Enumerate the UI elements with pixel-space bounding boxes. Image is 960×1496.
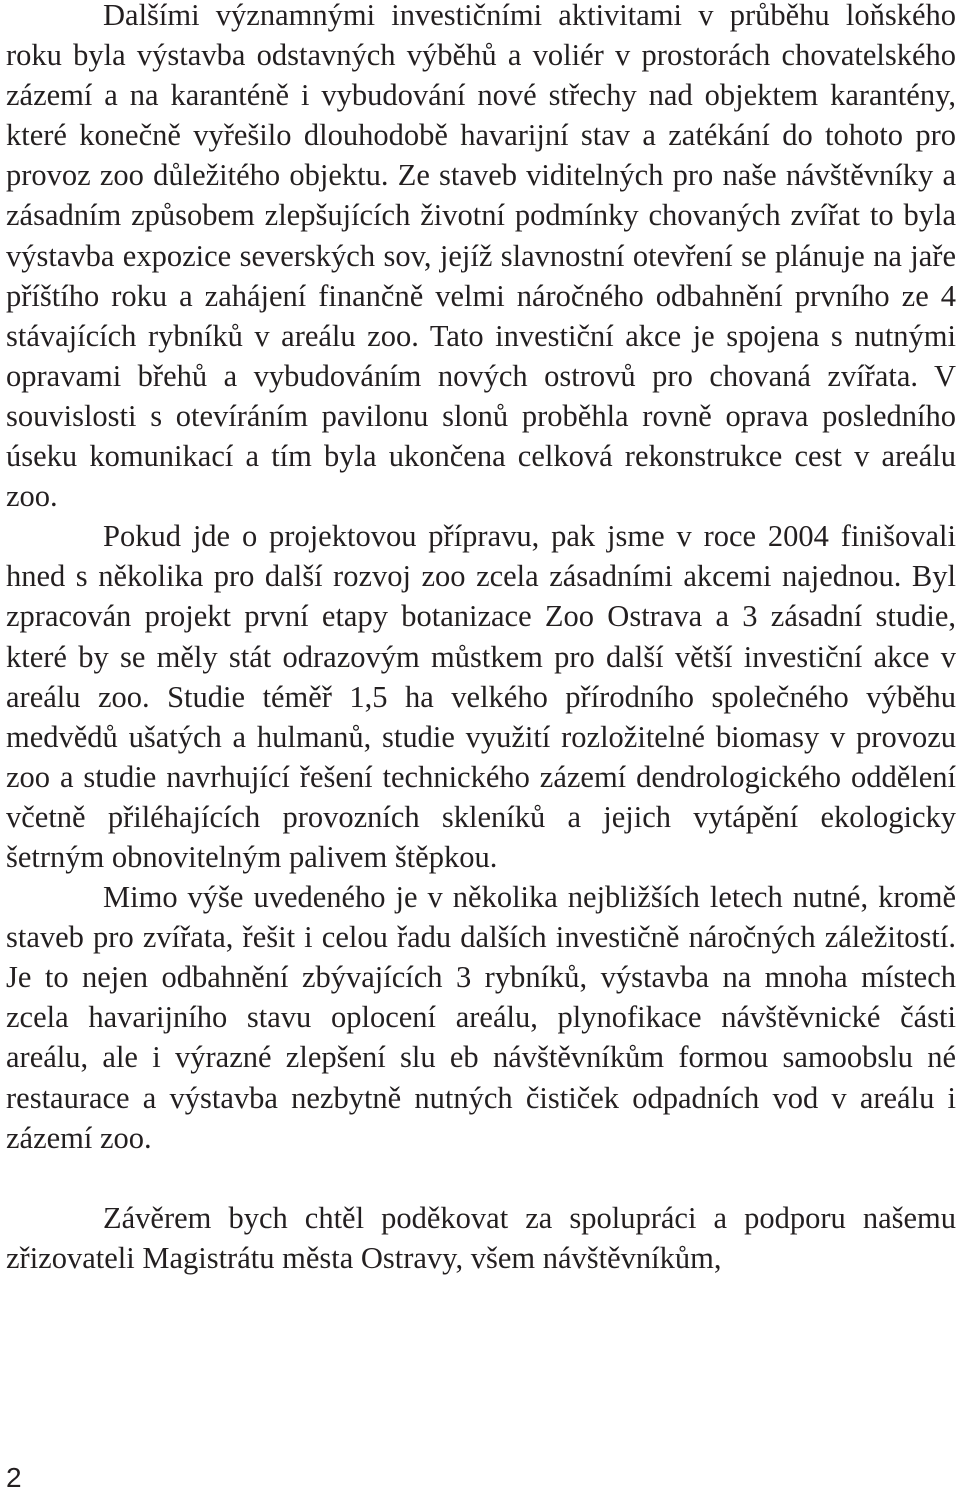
paragraph-project-preparation: Pokud jde o projektovou přípravu, pak jsme v roce 2004 finišovali hned s několika pro další rozvoj zoo zcela zásadními akcemi najednou. Byl zpracován projekt první etapy botanizace Zoo Ostrava a 3 zásadní studie, které by se měly stát odrazovým můstkem pro další větší investiční akce v areálu zoo. Studie téměř 1,5 ha velkého přírodního společného výběhu medvědů ušatých a hulmanů, studie využití rozložitelné biomasy v provozu zoo a studie navrhující řešení technického zázemí dendrologického oddělení včetně přiléhajících provozních skleníků a jejich vytápění ekologicky šetrným obnovitelným palivem štěpkou. bbox=[6, 519, 956, 874]
document-page bbox=[6, 0, 956, 1278]
paragraph-acknowledgements: Závěrem bych chtěl poděkovat za spolupráci a podporu našemu zřizovateli Magistrátu města Ostravy, všem návštěvníkům, bbox=[6, 1200, 956, 1275]
paragraph-future-plans: Mimo výše uvedeného je v několika nejbližších letech nutné, kromě staveb pro zvířata, řešit i celou řadu dalších investičně náročných záležitostí. Je to nejen odbahnění zbývajících 3 rybníků, výstavba na mnoha místech zcela havarijního stavu oplocení areálu, plynofikace návštěvnické části areálu, ale i výrazné zlepšení slu eb návštěvníkům formou samoobslu né restaurace a výstavba nezbytně nutných čističek odpadních vod v areálu i zázemí zoo. bbox=[6, 880, 956, 1155]
page-number: 2 bbox=[6, 1462, 22, 1493]
paragraph-investments: Dalšími významnými investičními aktivitami v průběhu loňského roku byla výstavba odstavných výběhů a voliér v prostorách chovatelského zázemí a na karanténě i vybudování nové střechy nad objektem karantény, které konečně vyřešilo dlouhodobě havarijní stav a zatékání do tohoto pro provoz zoo důležitého objektu. Ze staveb viditelných pro naše návštěvníky a zásadním způsobem zlepšujících životní podmínky chovaných zvířat to byla výstavba expozice severských sov, jejíž slavnostní otevření se plánuje na jaře příštího roku a zahájení finančně velmi náročného odbahnění prvního ze 4 stávajících rybníků v areálu zoo. Tato investiční akce je spojena s nutnými opravami břehů a vybudováním nových ostrovů pro chovaná zvířata. V souvislosti s otevíráním pavilonu slonů proběhla rovně oprava posledního úseku komunikací a tím byla ukončena celková rekonstrukce cest v areálu zoo. bbox=[6, 0, 956, 514]
paragraph-gap bbox=[6, 1158, 956, 1198]
